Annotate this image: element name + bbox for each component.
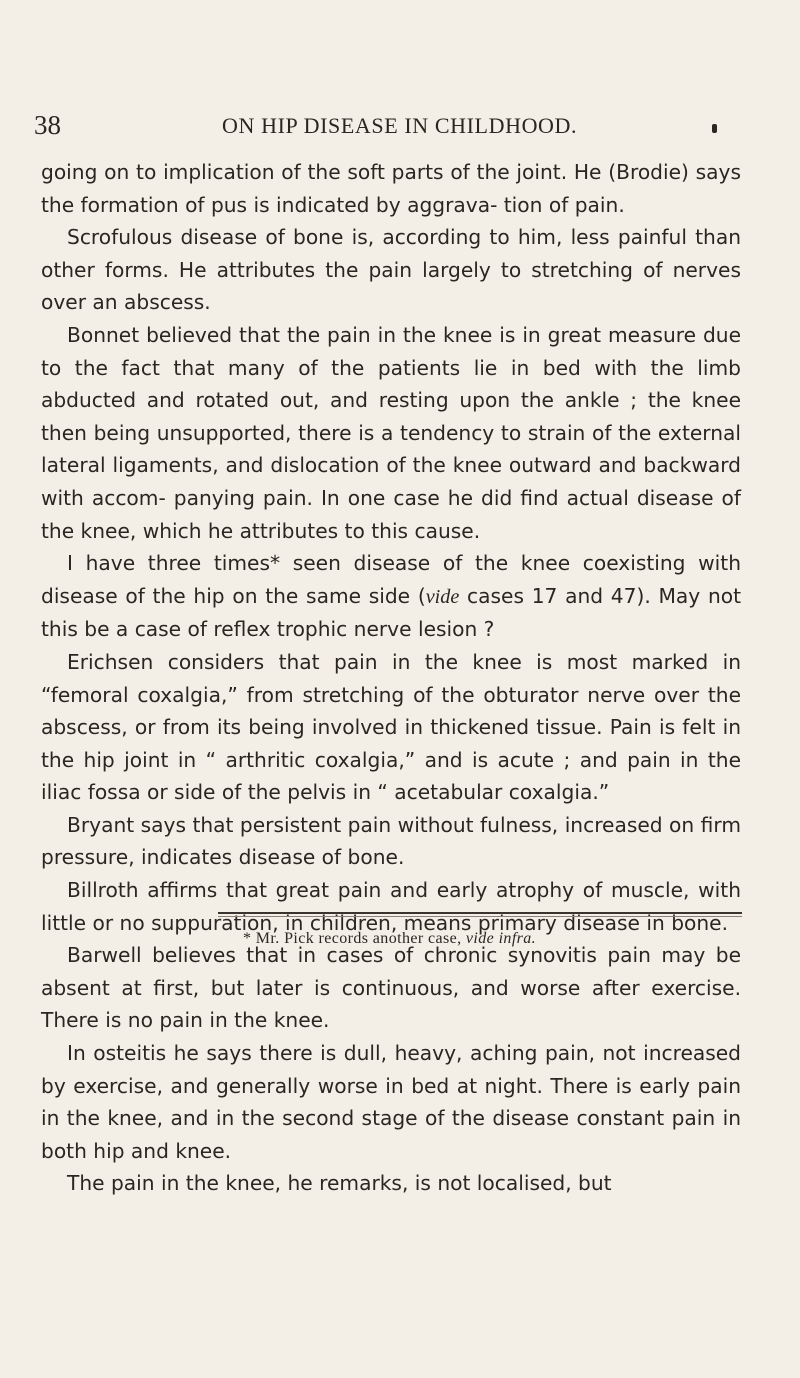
running-head: [0, 110, 800, 144]
page-number: 38: [34, 110, 61, 140]
paragraph: The pain in the knee, he remarks, is not localised, but: [67, 1171, 612, 1196]
paragraph: Bonnet believed that the pain in the knee is in great measure due to the fact that many of the patients lie in bed with the limb abducted and rotated out, and resting upon the ankle ; the knee then being unsupported, there is a tendency to strain of the external lateral ligaments, and dislocation of the knee outward and backward with accom- panying pain. In one case he did find actual disease of the knee, which he attributes to this cause.: [41, 322, 741, 543]
footnote-rule: [218, 912, 742, 914]
paragraph: Billroth affirms that great pain and early atrophy of muscle, with little or no suppuration, in children, means primary disease in bone.: [41, 878, 741, 935]
running-title: ON HIP DISEASE IN CHILDHOOD.: [222, 113, 578, 138]
paragraph: Erichsen considers that pain in the knee is most marked in “femoral coxalgia,” from stretching of the obturator nerve over the abscess, or from its being involved in thickened tissue. Pain is felt in the hip joint in “ arthritic coxalgia,” and is acute ; and pain in the iliac fossa or side of the pelvis in “ acetabular coxalgia.”: [41, 649, 741, 805]
ink-mark: [712, 124, 717, 133]
footnote-text: * Mr. Pick records another case,: [243, 930, 466, 947]
paragraph: Bryant says that persistent pain without fulness, increased on firm pressure, indicates disease of bone.: [41, 812, 741, 870]
paragraph: going on to implication of the soft parts of the joint. He (Brodie) says the formation of pus is indicated by aggrava- tion of pain.: [41, 160, 741, 217]
body-text: [41, 156, 741, 1200]
footnote-italic: vide infra.: [465, 930, 537, 947]
paragraph: In osteitis he says there is dull, heavy, aching pain, not increased by exercise, and generally worse in bed at night. There is early pain in the knee, and in the second stage of the disease constant pain in both hip and knee.: [41, 1041, 741, 1163]
italic-term: vide: [425, 585, 460, 608]
paragraph-text: I have three times* seen disease of the knee coexisting with disease of the hip on the same side (: [41, 551, 741, 608]
paragraph: Barwell believes that in cases of chronic synovitis pain may be absent at first, but later is continuous, and worse after exercise. There is no pain in the knee.: [41, 943, 741, 1033]
paragraph-text: cases 17 and 47). May not this be a case of reflex trophic nerve lesion ?: [41, 583, 742, 642]
footnote: [243, 930, 536, 948]
paragraph: [41, 547, 741, 646]
paragraph: Scrofulous disease of bone is, according to him, less painful than other forms. He attributes the pain largely to stretching of nerves over an abscess.: [41, 225, 741, 315]
footnote-rule-thin: [218, 916, 742, 917]
